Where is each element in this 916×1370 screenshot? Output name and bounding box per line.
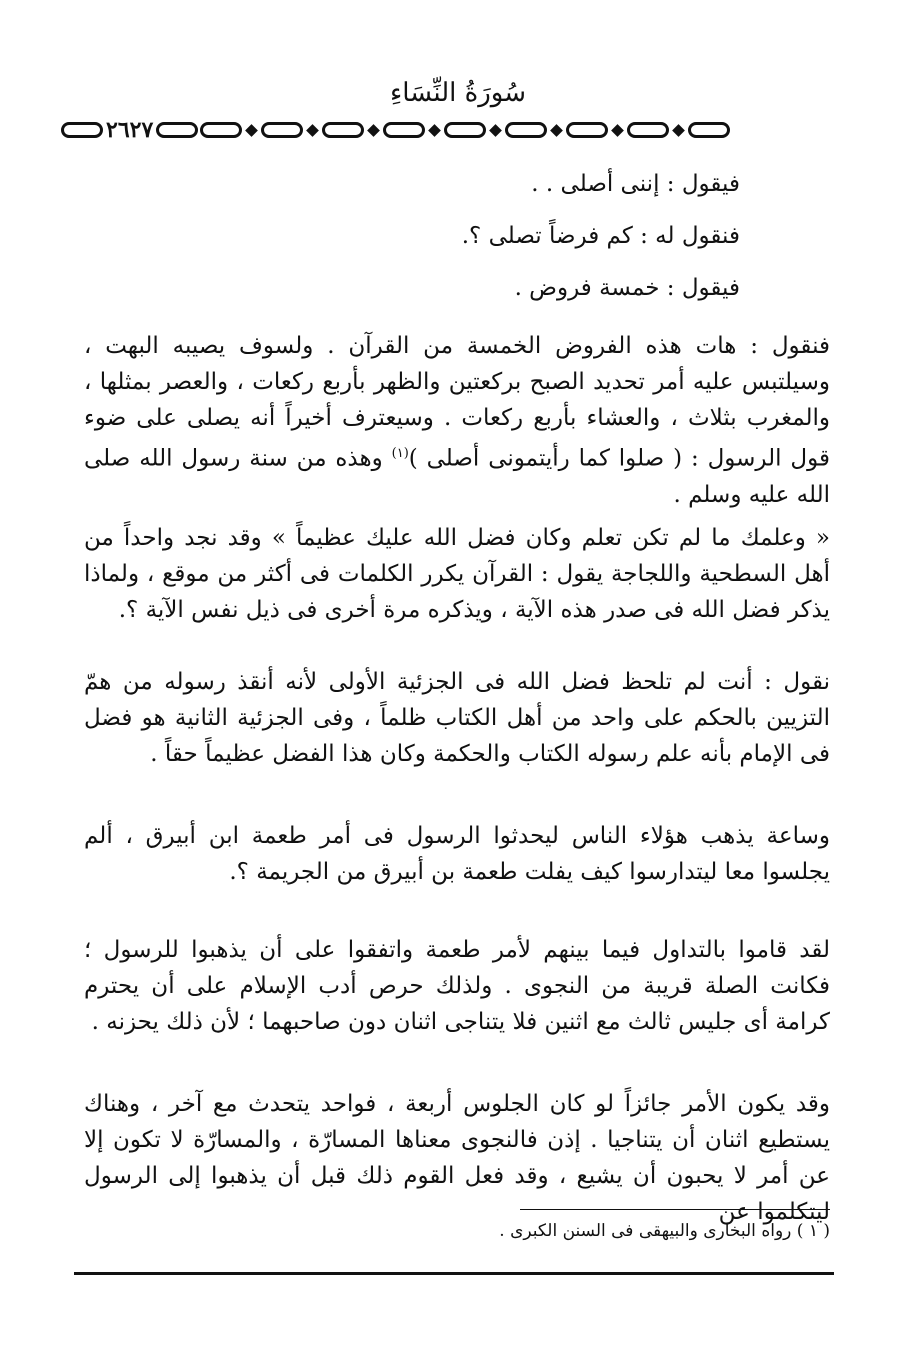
paragraph-5 xyxy=(84,932,830,1040)
paragraph-text-run: فنقول : هات هذه الفروض الخمسة من القرآن . ولسوف يصيبه البهت ، وسيلتبس عليه أمر تحديد الصبح بركعتين والظهر بأربع ركعات ، والعصر بمثلها ، والمغرب بثلاث ، والعشاء بأربع ركعات . وسيعترف أخيراً أنه يصلى على ضوء قول الرسول : ( صلوا كما رأيتمونى أصلى ) xyxy=(84,333,830,472)
paragraph-text: وقد يكون الأمر جائزاً لو كان الجلوس أربعة ، فواحد يتحدث مع آخر ، وهناك يستطيع اثنان أن يتناجيا . إذن فالنجوى معناها المسارّة ، والمسارّة لا تكون إلا عن أمر لا يحبون أن يشيع ، وقد فعل القوم ذلك قبل أن يذهبوا إلى الرسول ليتكلموا عن xyxy=(84,1091,830,1225)
ornament-diamond xyxy=(489,124,502,137)
ornament-diamond xyxy=(306,124,319,137)
ornament-diamond xyxy=(611,124,624,137)
paragraph-text: لقد قاموا بالتداول فيما بينهم لأمر طعمة واتفقوا على أن يذهبوا للرسول ؛ فكانت الصلة قريبة من النجوى . ولذلك حرص أدب الإسلام على أن يحترم كرامة أى جليس ثالث مع اثنين فلا يتناجى اثنان دون صاحبهما ؛ لأن ذلك يحزنه . xyxy=(84,937,830,1035)
ornament-oval xyxy=(156,122,198,138)
ornament-oval xyxy=(627,122,669,138)
paragraph-text: « وعلمك ما لم تكن تعلم وكان فضل الله عليك عظيماً » وقد نجد واحداً من أهل السطحية واللجاجة يقول : القرآن يكرر الكلمات فى أكثر من موقع ، ولماذا يذكر فضل الله فى صدر هذه الآية ، ويذكره مرة أخرى فى ذيل نفس الآية ؟. xyxy=(84,525,831,623)
footnote-divider xyxy=(520,1209,830,1210)
paragraph-1 xyxy=(84,328,830,513)
ornament-oval xyxy=(322,122,364,138)
ornament-oval xyxy=(688,122,730,138)
paragraph-text: وساعة يذهب هؤلاء الناس ليحدثوا الرسول فى أمر طعمة ابن أبيرق ، ألم يجلسوا معا ليتدارسوا كيف يفلت طعمة بن أبيرق من الجريمة ؟. xyxy=(84,823,830,885)
ornament-diamond xyxy=(245,124,258,137)
ornament-oval xyxy=(61,122,103,138)
paragraph-text-run: وهذه من سنة رسول الله صلى الله عليه وسلم . xyxy=(84,445,830,508)
header-ornament-bar xyxy=(60,117,832,143)
ornament-oval xyxy=(261,122,303,138)
page-bottom-rule xyxy=(74,1272,834,1275)
ornament-oval xyxy=(444,122,486,138)
footnote: ( ١ ) رواه البخارى والبيهقى فى السنن الكبرى . xyxy=(499,1221,830,1241)
dialog-line: فيقول : إننى أصلى . . xyxy=(531,171,740,197)
dialog-line: فنقول له : كم فرضاً تصلى ؟. xyxy=(461,223,740,249)
dialog-block xyxy=(84,166,830,322)
page-number: ٢٦٢٧ xyxy=(106,117,154,143)
paragraph-text: نقول : أنت لم تلحظ فضل الله فى الجزئية الأولى لأنه أنقذ رسوله من همّ التزيين بالحكم على واحد من أهل الكتاب ظلماً ، وفى الجزئية الثانية هو فضل فى الإمام بأنه علم رسوله الكتاب والحكمة وكان هذا الفضل عظيماً حقاً . xyxy=(84,669,830,767)
paragraph-3 xyxy=(84,664,830,772)
ornament-diamond xyxy=(367,124,380,137)
footnote-ref: (١) xyxy=(391,446,409,461)
ornament-oval xyxy=(566,122,608,138)
ornament-oval xyxy=(383,122,425,138)
ornament-oval xyxy=(505,122,547,138)
surah-title: سُورَةُ النِّسَاءِ xyxy=(390,78,526,108)
ornament-diamond xyxy=(672,124,685,137)
dialog-line: فيقول : خمسة فروض . xyxy=(514,275,740,301)
ornament-diamond xyxy=(428,124,441,137)
ornament-diamond xyxy=(550,124,563,137)
ornament-oval xyxy=(200,122,242,138)
paragraph-text xyxy=(84,328,830,513)
paragraph-2 xyxy=(84,520,830,628)
paragraph-4 xyxy=(84,818,830,890)
